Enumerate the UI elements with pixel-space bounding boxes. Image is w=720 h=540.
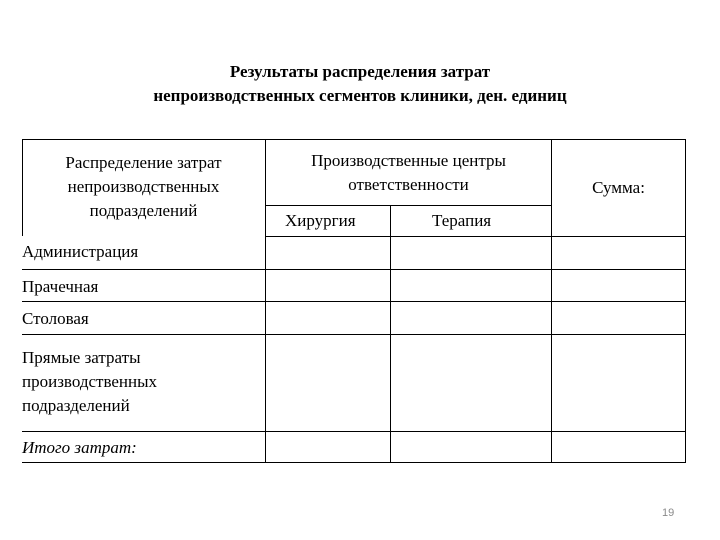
title-line-2: непроизводственных сегментов клиники, ден. единиц [153,86,567,105]
header-total: Сумма: [592,178,645,197]
table-border-right [685,139,686,463]
table-border-top [22,139,686,140]
header-production-centers: Производственные центры ответственности [311,151,506,194]
header-therapy: Терапия [432,211,492,230]
row-label-total-costs: Итого затрат: [22,438,137,457]
row-line-4 [22,334,686,335]
row-line-1 [265,236,686,237]
page-number: 19 [662,507,675,519]
header-distribution: Распределение затрат непроизводственных подразделений [65,153,222,220]
header-divider-line [265,205,552,206]
row-label-administration: Администрация [22,242,139,261]
header-surgery: Хирургия [285,211,356,230]
row-label-laundry: Прачечная [22,277,99,296]
row-label-direct-costs: Прямые затраты производственных подразделений [22,348,158,415]
row-line-3 [22,301,686,302]
cost-distribution-table [22,139,686,463]
surgery-therapy-divider [390,205,391,463]
row-line-5 [22,431,686,432]
slide-title [0,60,720,108]
row-label-canteen: Столовая [22,309,89,328]
table-border-bottom [22,462,686,463]
row-line-2 [22,269,686,270]
title-line-1: Результаты распределения затрат [229,62,491,81]
